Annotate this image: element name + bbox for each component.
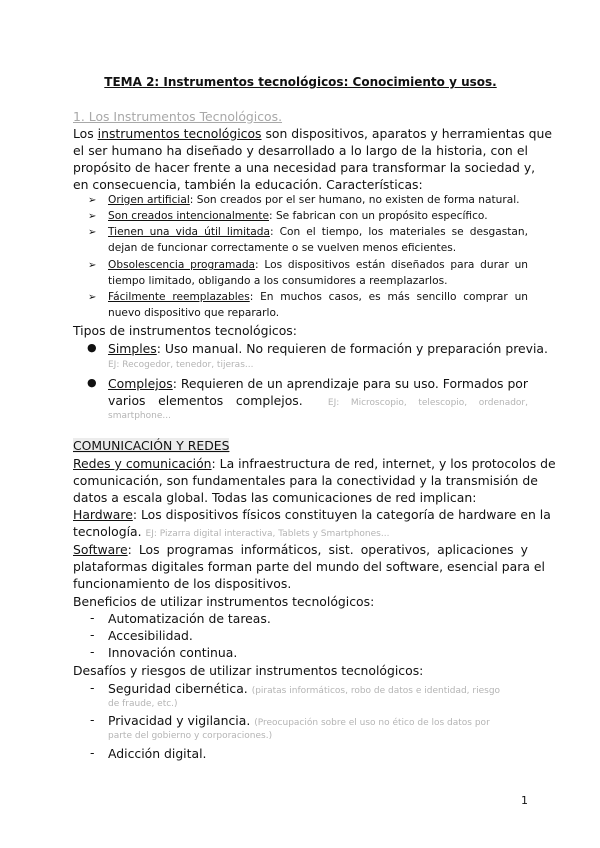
intro-line: el ser humano ha diseñado y desarrollado a lo largo de la historia, con el: [73, 143, 528, 158]
characteristic-item-cont: nuevo dispositivo que repararlo.: [108, 307, 280, 319]
example-note: EJ: Microscopio, telescopio, ordenador,: [327, 398, 528, 408]
dash-bullet-icon: -: [90, 680, 95, 695]
section-heading: [73, 437, 528, 454]
benefit-item: Automatización de tareas.: [108, 611, 271, 626]
risk-note: parte del gobierno y corporaciones.): [108, 731, 273, 741]
characteristic-item: Tienen una vida útil limitada: Con el tiempo, los materiales se desgastan,: [108, 226, 528, 238]
section-heading-text: COMUNICACIÓN Y REDES: [73, 438, 230, 453]
hardware-line: tecnología. EJ: Pizarra digital interactiva, Tablets y Smartphones...: [73, 524, 390, 539]
intro-line: propósito de hacer frente a una necesidad para transformar la sociedad y,: [73, 160, 536, 175]
software-line: plataformas digitales forman parte del mundo del software, esencial para el: [73, 559, 545, 574]
intro-line: Los instrumentos tecnológicos son dispositivos, aparatos y herramientas que: [73, 126, 552, 141]
dash-bullet-icon: -: [90, 745, 95, 760]
page-number: 1: [521, 794, 528, 807]
section-heading-text: 1. Los Instrumentos Tecnológicos.: [73, 109, 283, 124]
section-heading: [73, 108, 528, 125]
bullet-dot-icon: ●: [87, 376, 97, 389]
arrow-bullet-icon: ➢: [88, 195, 97, 206]
arrow-bullet-icon: ➢: [88, 227, 97, 238]
bullet-dot-icon: ●: [87, 341, 97, 354]
risk-item: Adicción digital.: [108, 746, 207, 761]
characteristic-item: Obsolescencia programada: Los dispositivos están diseñados para durar un: [108, 259, 529, 271]
hardware-line: Hardware: Los dispositivos físicos constituyen la categoría de hardware en la: [73, 507, 551, 522]
example-note: EJ: Recogedor, tenedor, tijeras...: [108, 360, 254, 370]
arrow-bullet-icon: ➢: [88, 260, 97, 271]
characteristic-item-cont: dejan de funcionar correctamente o se vuelven menos eficientes.: [108, 242, 457, 254]
arrow-bullet-icon: ➢: [88, 211, 97, 222]
redes-line: datos a escala global. Todas las comunicaciones de red implican:: [73, 490, 477, 505]
risk-note: (piratas informáticos, robo de datos e identidad, riesgo: [251, 686, 501, 696]
characteristic-item-cont: tiempo limitado, obligando a los consumidores a reemplazarlos.: [108, 275, 448, 287]
risk-note: (Preocupación sobre el uso no ético de los datos por: [254, 718, 490, 728]
software-line: funcionamiento de los dispositivos.: [73, 576, 292, 591]
characteristic-item: Origen artificial: Son creados por el ser humano, no existen de forma natural.: [108, 194, 520, 206]
redes-line: comunicación, son fundamentales para la conectividad y la transmisión de: [73, 473, 538, 488]
dash-bullet-icon: -: [90, 627, 95, 642]
characteristic-item: Fácilmente reemplazables: En muchos casos, es más sencillo comprar un: [108, 291, 528, 303]
risks-heading: Desafíos y riesgos de utilizar instrumentos tecnológicos:: [73, 663, 424, 678]
arrow-bullet-icon: ➢: [88, 292, 97, 303]
redes-line: Redes y comunicación: La infraestructura de red, internet, y los protocolos de: [73, 456, 556, 471]
characteristic-item: Son creados intencionalmente: Se fabrican con un propósito específico.: [108, 210, 488, 222]
types-heading: Tipos de instrumentos tecnológicos:: [73, 323, 297, 338]
type-complex: Complejos: Requieren de un aprendizaje para su uso. Formados por: [108, 376, 528, 391]
risk-note: de fraude, etc.): [108, 699, 178, 709]
risk-item: Seguridad cibernética. (piratas informáticos, robo de datos e identidad, riesgo: [108, 681, 501, 696]
benefit-item: Accesibilidad.: [108, 628, 193, 643]
page-title: TEMA 2: Instrumentos tecnológicos: Conocimiento y usos.: [104, 75, 497, 89]
term-instrumentos: instrumentos tecnológicos: [97, 126, 262, 141]
risk-item: Privacidad y vigilancia. (Preocupación sobre el uso no ético de los datos por: [108, 713, 490, 728]
dash-bullet-icon: -: [90, 644, 95, 659]
type-complex-cont: varios elementos complejos. EJ: Microscopio, telescopio, ordenador,: [108, 393, 528, 408]
benefits-heading: Beneficios de utilizar instrumentos tecnológicos:: [73, 594, 375, 609]
example-note: EJ: Pizarra digital interactiva, Tablets y Smartphones...: [145, 529, 390, 539]
benefit-item: Innovación continua.: [108, 645, 238, 660]
dash-bullet-icon: -: [90, 712, 95, 727]
example-note: smartphone...: [108, 411, 171, 421]
type-simple: Simples: Uso manual. No requieren de formación y preparación previa.: [108, 341, 548, 356]
intro-line: en consecuencia, también la educación. Características:: [73, 177, 423, 192]
software-line: Software: Los programas informáticos, sist. operativos, aplicaciones y: [73, 542, 528, 557]
dash-bullet-icon: -: [90, 610, 95, 625]
